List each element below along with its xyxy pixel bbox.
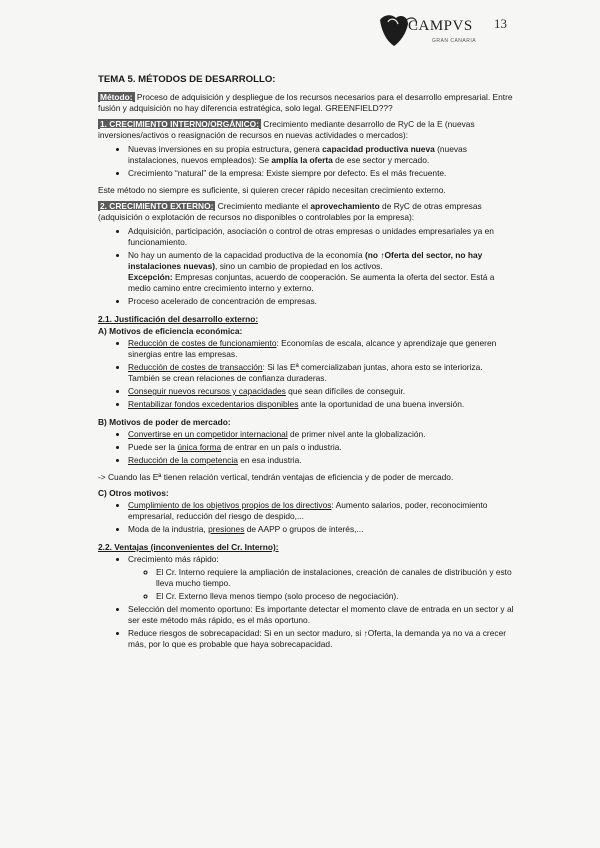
sec21-b-title: B) Motivos de poder de mercado:	[98, 417, 231, 427]
page-title: TEMA 5. MÉTODOS DE DESARROLLO:	[98, 74, 276, 85]
sec1-paragraph	[98, 119, 516, 141]
sec22-sublist	[128, 567, 516, 602]
metodo-text: Proceso de adquisición y despliegue de los recursos necesarios para el desarrollo empresarial. Entre fusión y adquisición no hay diferencia estratégica, solo legal. GREENFIELD???	[98, 92, 513, 113]
sec2-list	[98, 226, 516, 307]
metodo-label: Método:	[100, 92, 133, 102]
sec21-b-list	[98, 429, 516, 466]
sec2-label: 2. CRECIMIENTO EXTERNO:	[100, 201, 214, 211]
list-item: • Reduce riesgos de sobrecapacidad: Si en un sector maduro, si ↑Oferta, la demanda ya no va a crecer más, por lo que es probable que haya sobrecapacidad.	[128, 628, 516, 650]
list-item: • Reducción de costes de transacción: Si las Eª comercializaban juntas, ahora esto se interioriza. También se crean relaciones de confianza duraderas.	[128, 362, 516, 384]
list-item: • Puede ser la única forma de entrar en un país o industria.	[128, 442, 516, 453]
sec2-paragraph: 2. CRECIMIENTO EXTERNO: Crecimiento mediante el aprovechamiento de RyC de otras empresas (adquisición o explotación de recursos no disponibles o controlables por la empresa):	[98, 201, 482, 222]
sec22-title: 2.2. Ventajas (inconvenientes del Cr. Interno):	[98, 542, 279, 552]
sec1-list	[98, 144, 516, 179]
list-item: • Adquisición, participación, asociación o control de otras empresas o unidades empresariales ya en funcionamiento.	[128, 226, 516, 248]
list-item: ◦ El Cr. Interno requiere la ampliación de instalaciones, creación de canales de distribución y esto lleva mucho tiempo.	[156, 567, 516, 589]
list-item: • Reducción de la competencia en esa industria.	[128, 455, 516, 466]
sec22-list	[98, 554, 516, 650]
sec21-b-note: -> Cuando las Eª tienen relación vertical, tendrán ventajas de eficiencia y de poder de mercado.	[98, 472, 454, 482]
list-item: • Cumplimiento de los objetivos propios de los directivos: Aumento salarios, poder, reconocimiento empresarial, reducción del riesgo de despido,...	[128, 500, 516, 522]
sec21-c-list	[98, 500, 516, 535]
list-item: • Selección del momento oportuno: Es importante detectar el momento clave de entrada en un sector y al ser este método más rápido, es el más oportuno.	[128, 604, 516, 626]
list-item: • Rentabilizar fondos excedentarios disponibles ante la oportunidad de una buena inversión.	[128, 399, 516, 410]
list-item: • Proceso acelerado de concentración de empresas.	[128, 296, 516, 307]
exception-label: Excepción:	[128, 272, 173, 282]
logo-text: CAMPVS	[408, 18, 473, 34]
metodo-paragraph	[98, 92, 516, 114]
sec21-c-title: C) Otros motivos:	[98, 488, 169, 498]
list-item: ◦ El Cr. Externo lleva menos tiempo (solo proceso de negociación).	[156, 591, 516, 602]
sec1-text: Crecimiento mediante desarrollo de RyC de la E (nuevas inversiones/activos o reasignación de recursos en nuevas actividades o mercados):	[98, 119, 475, 140]
list-item: • Crecimiento “natural” de la empresa: Existe siempre por defecto. Es el más frecuente.	[128, 168, 516, 179]
sec21-a-list	[98, 338, 516, 410]
sec1-note: Este método no siempre es suficiente, si quieren crecer rápido necesitan crecimiento externo.	[98, 185, 446, 195]
list-item: • Nuevas inversiones en su propia estructura, genera capacidad productiva nueva (nuevas instalaciones, nuevos empleados): Se amplía la oferta de ese sector y mercado.	[128, 144, 516, 166]
logo-subtext: GRAN CANARIA	[432, 38, 477, 44]
list-item: • Crecimiento más rápido: ◦ El Cr. Interno requiere la ampliación de instalaciones, creación de canales de distribución y esto lleva mucho tiempo. ◦ El Cr. Externo lleva menos tiempo (solo proceso de negociación).	[128, 554, 516, 602]
list-item: • Conseguir nuevos recursos y capacidades que sean difíciles de conseguir.	[128, 386, 516, 397]
sec21-title: 2.1. Justificación del desarrollo externo:	[98, 314, 259, 324]
list-item: • Convertirse en un competidor internacional de primer nivel ante la globalización.	[128, 429, 516, 440]
sec1-label: 1. CRECIMIENTO INTERNO/ORGÁNICO:	[100, 119, 259, 129]
sec21-a-title: A) Motivos de eficiencia económica:	[98, 326, 243, 336]
logo-number: 13	[494, 16, 507, 31]
list-item: • Moda de la industria, presiones de AAPP o grupos de interés,...	[128, 524, 516, 535]
document-content	[98, 74, 516, 653]
list-item: • No hay un aumento de la capacidad productiva de la economía (no ↑Oferta del sector, no hay instalaciones nuevas), sino un cambio de propiedad en los activos. Excepción: Empresas conjuntas, acuerdo de cooperación. Se aumenta la oferta del sector. Está a medio camino entre crecimiento interno y externo.	[128, 250, 516, 294]
list-item: • Reducción de costes de funcionamiento: Economías de escala, alcance y aprendizaje que generen sinergias entre las empresas.	[128, 338, 516, 360]
